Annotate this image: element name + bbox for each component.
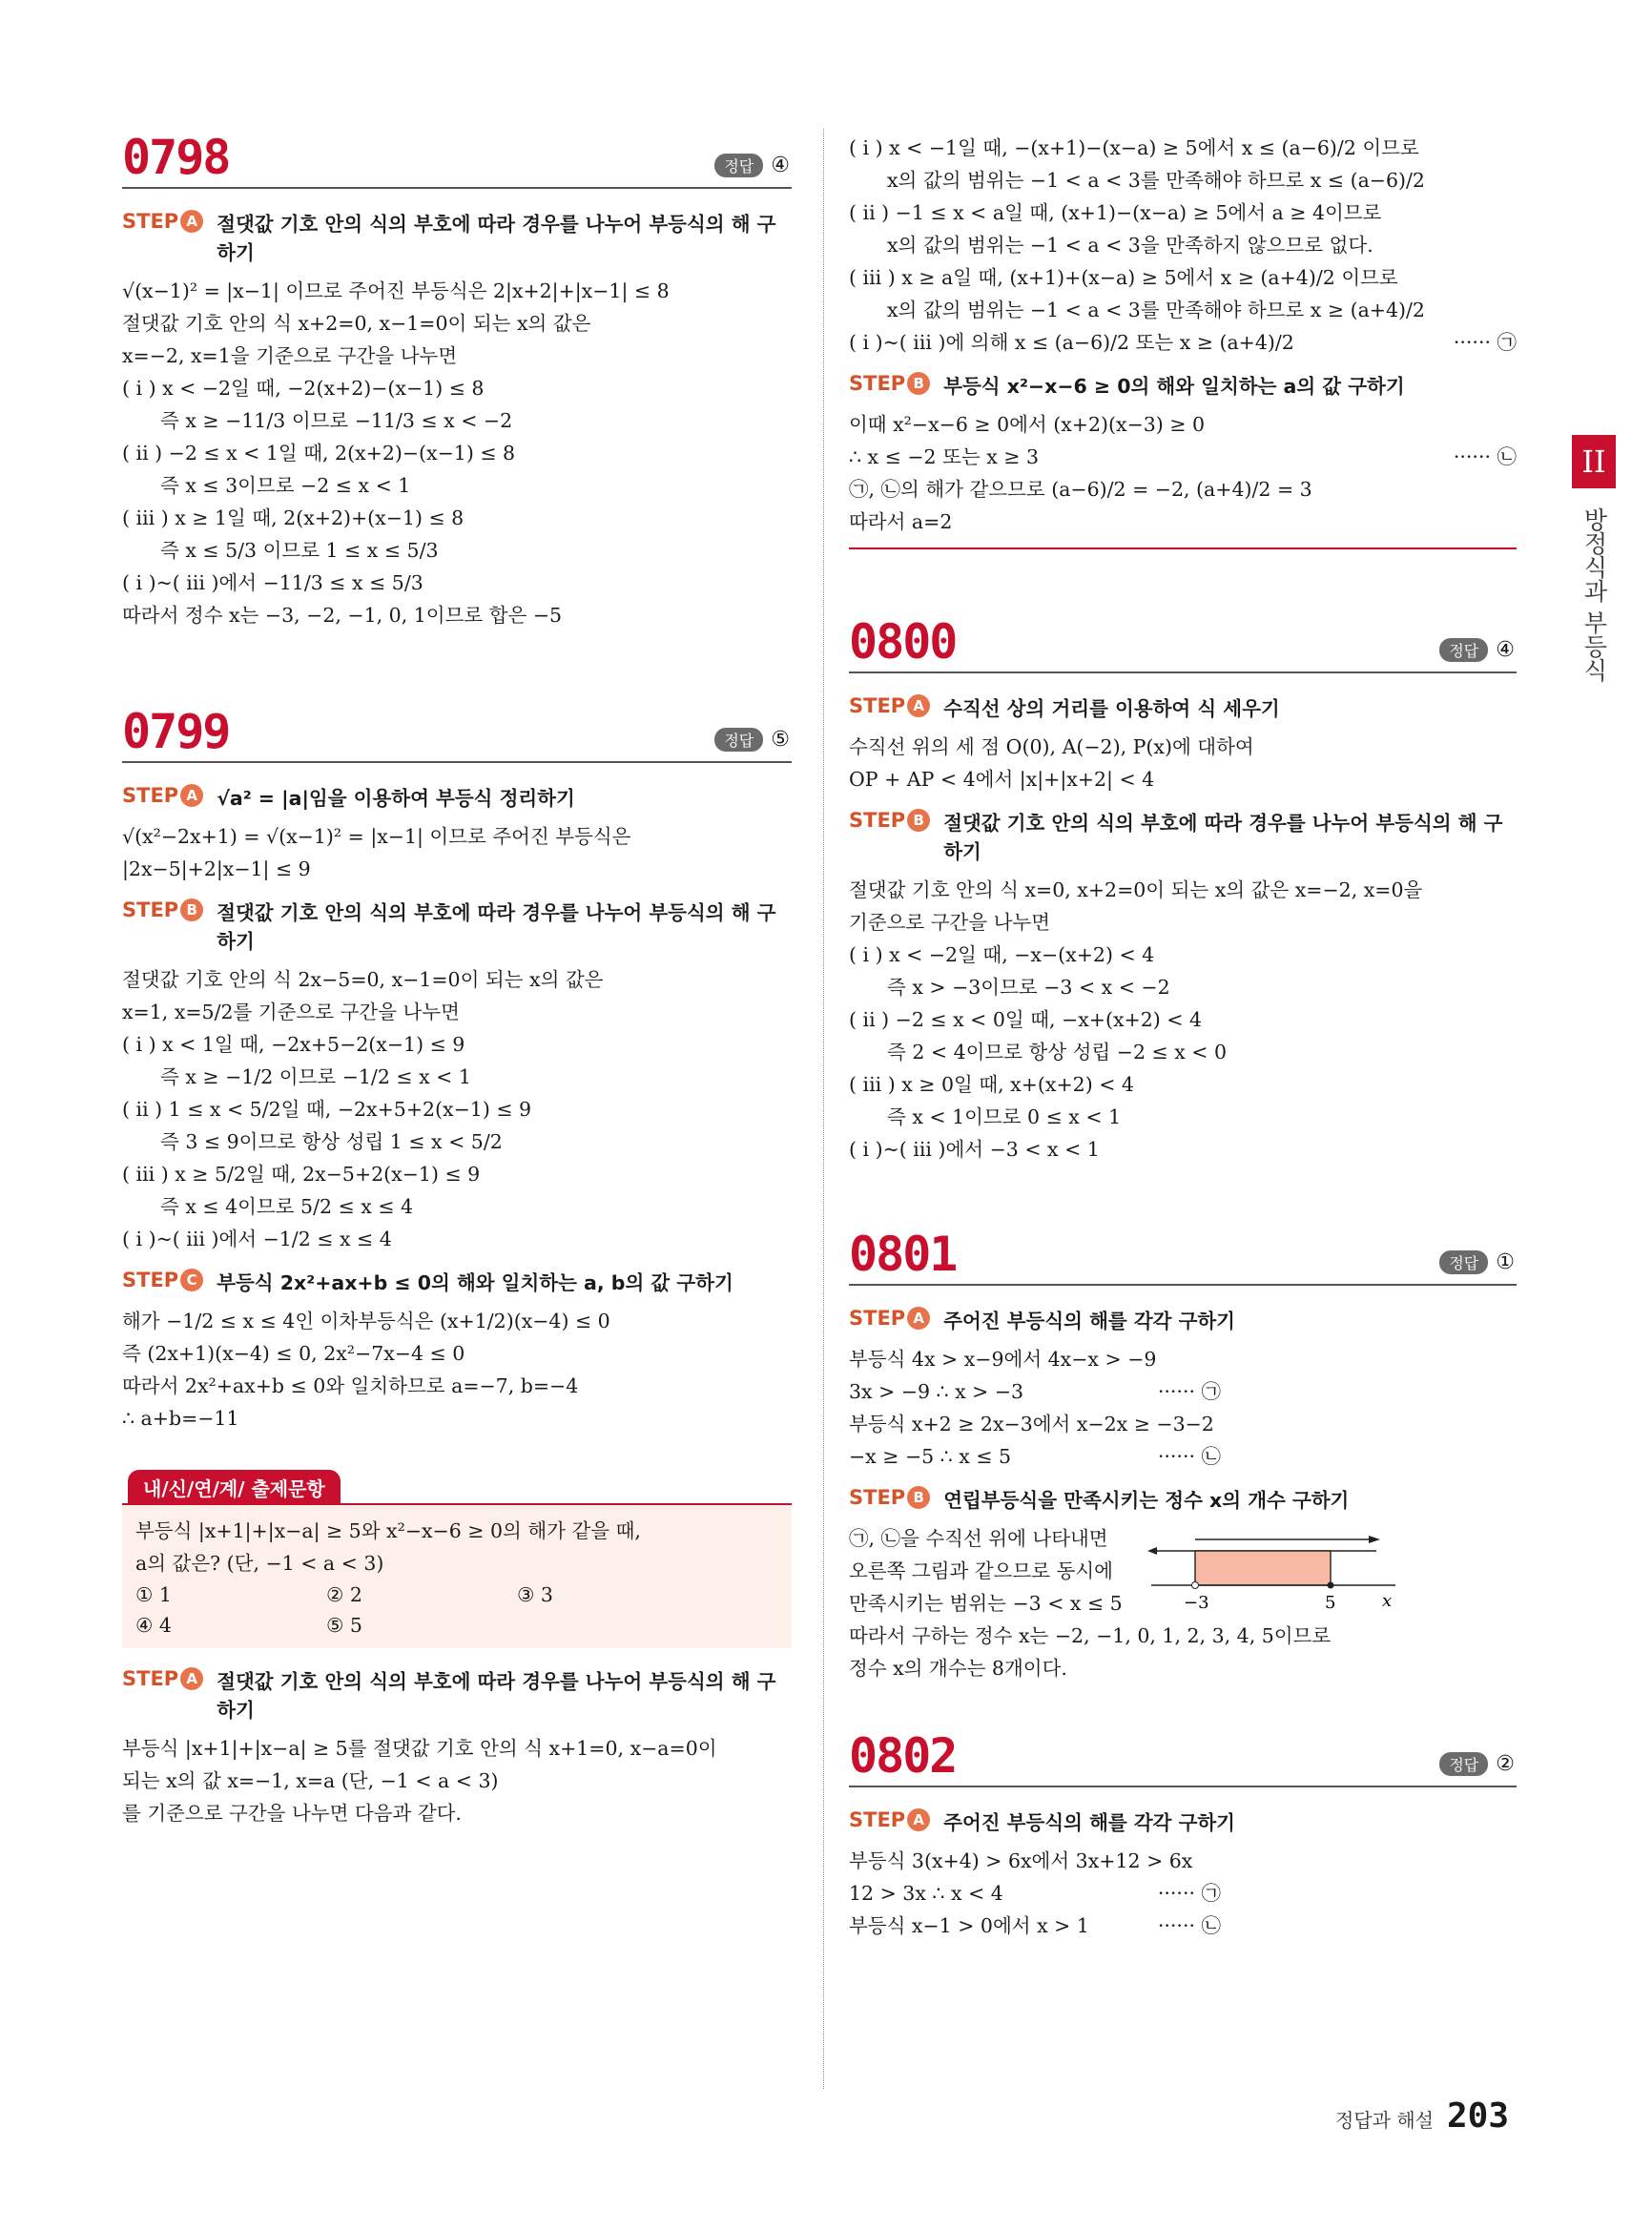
- solution-line: ( iii ) x ≥ 5/2일 때, 2x−5+2(x−1) ≤ 9: [122, 1163, 481, 1186]
- solution-line: ( i ) x < −2일 때, −2(x+2)−(x−1) ≤ 8: [122, 377, 485, 400]
- solution-line: ( iii ) x ≥ a일 때, (x+1)+(x−a) ≥ 5에서 x ≥ (a+4)/2 이므로: [849, 266, 1398, 289]
- problem-0800: [849, 609, 1517, 1166]
- step-letter-badge: C: [180, 1269, 203, 1291]
- step-tag: STEP B: [849, 809, 930, 832]
- step-title: 연립부등식을 만족시키는 정수 x의 개수 구하기: [943, 1489, 1350, 1512]
- answer-badge: 정답: [1439, 1752, 1488, 1776]
- solution-line: ∴ x ≤ −2 또는 x ≥ 3 ······ ㉡: [849, 441, 1517, 473]
- solution-line: OP + AP < 4에서 |x|+|x+2| < 4: [849, 768, 1155, 791]
- solution-line: 되는 x의 값 x=−1, x=a (단, −1 < a < 3): [122, 1769, 499, 1792]
- answer: [714, 728, 790, 752]
- step-letter-badge: B: [907, 809, 930, 832]
- solution-line: 즉 x ≤ 5/3 이므로 1 ≤ x ≤ 5/3: [160, 539, 439, 562]
- answer-badge: 정답: [1439, 638, 1488, 662]
- arrow-right-icon: [1369, 1536, 1380, 1543]
- column-divider: [823, 129, 824, 2089]
- solution-line: ( i )~( iii )에 의해 x ≤ (a−6)/2 또는 x ≥ (a+4)/2 ······ ㉠: [849, 326, 1517, 359]
- chapter-title: 방정식과 부등식: [1580, 507, 1608, 682]
- numline-text: [849, 1522, 1123, 1620]
- step-tag: STEP B: [849, 1486, 930, 1509]
- step-tag: STEP C: [122, 1269, 203, 1291]
- spacer: [122, 631, 792, 698]
- solution-line: ( i ) x < 1일 때, −2x+5−2(x−1) ≤ 9: [122, 1033, 465, 1056]
- step-tag: STEP A: [849, 694, 930, 717]
- solution-line: x=−2, x=1을 기준으로 구간을 나누면: [122, 344, 458, 367]
- step-title: 절댓값 기호 안의 식의 부호에 따라 경우를 나누어 부등식의 해 구하기: [217, 213, 776, 264]
- step-tag: STEP A: [849, 1808, 930, 1831]
- question-line: a의 값은? (단, −1 < a < 3): [135, 1552, 384, 1575]
- solution-line: 를 기준으로 구간을 나누면 다음과 같다.: [122, 1802, 462, 1825]
- solution-line: ( iii ) x ≥ 0일 때, x+(x+2) < 4: [849, 1073, 1134, 1096]
- solution-line: ( i ) x < −2일 때, −x−(x+2) < 4: [849, 943, 1155, 966]
- problem-number: 0801: [849, 1227, 957, 1282]
- step-a: [849, 1808, 1517, 1837]
- numline-hi-label: 5: [1324, 1593, 1336, 1613]
- question-line: 부등식 |x+1|+|x−a| ≥ 5와 x²−x−6 ≥ 0의 해가 같을 때,: [135, 1519, 641, 1542]
- step-letter-badge: A: [907, 1307, 930, 1330]
- problem-number: 0799: [122, 704, 230, 759]
- step-letter-badge: B: [907, 372, 930, 395]
- page-footer: [1335, 2096, 1509, 2136]
- solution-line: 즉 x < 1이므로 0 ≤ x < 1: [887, 1105, 1122, 1128]
- marker: ······ ㉡: [1453, 445, 1517, 468]
- arrow-left-icon: [1147, 1547, 1157, 1555]
- answer-value: ④: [1496, 638, 1515, 662]
- choice-2: ② 2: [326, 1583, 362, 1606]
- bank-solution-continued: [849, 132, 1517, 549]
- open-point: [1191, 1582, 1198, 1589]
- step-tag: STEP A: [122, 210, 203, 233]
- solution-line: −x ≥ −5 ∴ x ≤ 5 ······ ㉡: [849, 1440, 1221, 1473]
- problem-number: 0798: [122, 130, 230, 185]
- step-letter-badge: A: [907, 1808, 930, 1831]
- footer-text: 정답과 해설: [1335, 2109, 1434, 2132]
- solution-line: 부등식 3(x+4) > 6x에서 3x+12 > 6x: [849, 1849, 1193, 1872]
- solution-line: 해가 −1/2 ≤ x ≤ 4인 이차부등식은 (x+1/2)(x−4) ≤ 0: [122, 1310, 610, 1332]
- solution-line: 즉 (2x+1)(x−4) ≤ 0, 2x²−7x−4 ≤ 0: [122, 1342, 465, 1365]
- step-letter-badge: B: [907, 1486, 930, 1509]
- marker: ······ ㉡: [1157, 1445, 1221, 1468]
- step-tag: STEP B: [122, 898, 203, 921]
- solution-line: 즉 x > −3이므로 −3 < x < −2: [887, 976, 1170, 999]
- step-tag: STEP A: [122, 784, 203, 807]
- solution-line: 즉 x ≤ 4이므로 5/2 ≤ x ≤ 4: [160, 1195, 414, 1218]
- answer-badge: 정답: [1439, 1250, 1488, 1274]
- answer-value: ⑤: [771, 728, 790, 752]
- solution-line: x의 값의 범위는 −1 < a < 3를 만족해야 하므로 x ≥ (a+4)/2: [887, 299, 1425, 321]
- solution-line: ( ii ) −2 ≤ x < 1일 때, 2(x+2)−(x−1) ≤ 8: [122, 442, 516, 465]
- solution-line: 따라서 a=2: [849, 510, 953, 533]
- problem-0798: [122, 124, 792, 631]
- step-title: √a² = |a|임을 이용하여 부등식 정리하기: [217, 787, 575, 810]
- step-c: [122, 1269, 792, 1297]
- solution-line: ( i )~( iii )에서 −11/3 ≤ x ≤ 5/3: [122, 571, 423, 594]
- solution-line: 절댓값 기호 안의 식 x+2=0, x−1=0이 되는 x의 값은: [122, 312, 591, 335]
- solution-line: 12 > 3x ∴ x < 4 ······ ㉠: [849, 1877, 1221, 1910]
- step-tag: STEP A: [849, 1307, 930, 1330]
- solution-line: ( ii ) −1 ≤ x < a일 때, (x+1)−(x−a) ≥ 5에서 a ≥ 4이므로: [849, 201, 1382, 224]
- problem-number: 0802: [849, 1728, 957, 1784]
- step-b: [849, 372, 1517, 401]
- solution-line: 즉 x ≤ 3이므로 −2 ≤ x < 1: [160, 474, 411, 497]
- problem-0799: [122, 698, 792, 1435]
- step-letter-badge: A: [180, 784, 203, 807]
- solution-line: ㉠, ㉡의 해가 같으므로 (a−6)/2 = −2, (a+4)/2 = 3: [849, 478, 1312, 501]
- solution-line: 3x > −9 ∴ x > −3 ······ ㉠: [849, 1375, 1221, 1408]
- step-b: [849, 1486, 1517, 1515]
- answer: [1439, 638, 1515, 662]
- solution-line: ∴ a+b=−11: [122, 1407, 239, 1430]
- exam-linked-question: [122, 1505, 792, 1648]
- overlap-region: [1195, 1551, 1331, 1585]
- solution-line: 즉 3 ≤ 9이므로 항상 성립 1 ≤ x < 5/2: [160, 1130, 503, 1153]
- solution-line: 수직선 위의 세 점 O(0), A(−2), P(x)에 대하여: [849, 735, 1254, 758]
- step-letter-badge: A: [180, 1667, 203, 1690]
- step-title: 주어진 부등식의 해를 각각 구하기: [943, 1811, 1235, 1834]
- step-a: [849, 694, 1517, 723]
- solution-line: x=1, x=5/2를 기준으로 구간을 나누면: [122, 1001, 460, 1023]
- step-a: [122, 210, 792, 267]
- right-column: [849, 132, 1517, 1942]
- left-column: [122, 124, 792, 1829]
- problem-header: [849, 1221, 1517, 1286]
- answer: [1439, 1250, 1515, 1274]
- marker: ······ ㉠: [1453, 331, 1517, 354]
- solution-line: 이때 x²−x−6 ≥ 0에서 (x+2)(x−3) ≥ 0: [849, 413, 1206, 436]
- answer-badge: 정답: [714, 728, 763, 752]
- spacer: [849, 1684, 1517, 1723]
- solution-line: ( i ) x < −1일 때, −(x+1)−(x−a) ≥ 5에서 x ≤ (a−6)/2 이므로: [849, 136, 1419, 159]
- chapter-number: II: [1572, 435, 1616, 488]
- solution-line: √(x²−2x+1) = √(x−1)² = |x−1| 이므로 주어진 부등식은: [122, 825, 631, 848]
- solution-line: 따라서 2x²+ax+b ≤ 0와 일치하므로 a=−7, b=−4: [122, 1374, 579, 1397]
- solution-line: ( iii ) x ≥ 1일 때, 2(x+2)+(x−1) ≤ 8: [122, 506, 465, 529]
- numline-lo-label: −3: [1183, 1593, 1209, 1613]
- problem-header: [122, 124, 792, 189]
- step-letter-badge: A: [907, 694, 930, 717]
- problem-header: [849, 1723, 1517, 1787]
- step-title: 절댓값 기호 안의 식의 부호에 따라 경우를 나누어 부등식의 해 구하기: [217, 901, 776, 953]
- step-a: [122, 1667, 792, 1724]
- step-tag: STEP A: [122, 1667, 203, 1690]
- solution-line: 부등식 x+2 ≥ 2x−3에서 x−2x ≥ −3−2: [849, 1413, 1214, 1435]
- solution-line: 절댓값 기호 안의 식 2x−5=0, x−1=0이 되는 x의 값은: [122, 968, 604, 991]
- step-title: 수직선 상의 거리를 이용하여 식 세우기: [943, 697, 1280, 720]
- number-line-figure: [1147, 1522, 1415, 1614]
- solution-line: 즉 x ≥ −11/3 이므로 −11/3 ≤ x < −2: [160, 409, 513, 432]
- answer-value: ①: [1496, 1250, 1515, 1274]
- step-title: 절댓값 기호 안의 식의 부호에 따라 경우를 나누어 부등식의 해 구하기: [217, 1670, 776, 1722]
- solution-line: ㉠, ㉡을 수직선 위에 나타내면: [849, 1527, 1108, 1550]
- step-title: 부등식 2x²+ax+b ≤ 0의 해와 일치하는 a, b의 값 구하기: [217, 1271, 733, 1294]
- solution-line: 절댓값 기호 안의 식 x=0, x+2=0이 되는 x의 값은 x=−2, x=0을: [849, 878, 1423, 901]
- solution-line: 즉 x ≥ −1/2 이므로 −1/2 ≤ x < 1: [160, 1065, 471, 1088]
- choice-1: ① 1: [135, 1583, 172, 1606]
- solution-line: 기준으로 구간을 나누면: [849, 911, 1051, 934]
- answer: [1439, 1752, 1515, 1776]
- solution-line: 만족시키는 범위는 −3 < x ≤ 5: [849, 1592, 1123, 1615]
- solution-line: 따라서 구하는 정수 x는 −2, −1, 0, 1, 2, 3, 4, 5이므로: [849, 1624, 1332, 1647]
- step-title: 부등식 x²−x−6 ≥ 0의 해와 일치하는 a의 값 구하기: [943, 375, 1405, 398]
- spacer: [849, 1166, 1517, 1221]
- solution-line: x의 값의 범위는 −1 < a < 3을 만족하지 않으므로 없다.: [887, 234, 1373, 257]
- marker: ······ ㉡: [1157, 1914, 1221, 1937]
- solution-line: 즉 2 < 4이므로 항상 성립 −2 ≤ x < 0: [887, 1041, 1228, 1063]
- solution-line: x의 값의 범위는 −1 < a < 3를 만족해야 하므로 x ≤ (a−6)/2: [887, 169, 1425, 192]
- step-a: [122, 784, 792, 813]
- solution-line: ( i )~( iii )에서 −3 < x < 1: [849, 1138, 1100, 1161]
- answer: [714, 154, 790, 177]
- solution-line: |2x−5|+2|x−1| ≤ 9: [122, 857, 311, 880]
- answer-value: ④: [771, 154, 790, 177]
- step-title: 주어진 부등식의 해를 각각 구하기: [943, 1310, 1235, 1332]
- solution-line: ( ii ) 1 ≤ x < 5/2일 때, −2x+5+2(x−1) ≤ 9: [122, 1098, 532, 1121]
- solution-line: 정수 x의 개수는 8개이다.: [849, 1657, 1067, 1680]
- solution-line: √(x−1)² = |x−1| 이므로 주어진 부등식은 2|x+2|+|x−1| ≤ 8: [122, 279, 670, 302]
- step-b: [122, 898, 792, 956]
- step-title: 절댓값 기호 안의 식의 부호에 따라 경우를 나누어 부등식의 해 구하기: [943, 812, 1503, 863]
- choice-5: ⑤ 5: [326, 1614, 362, 1637]
- spacer: [849, 549, 1517, 609]
- step-tag: STEP B: [849, 372, 930, 395]
- solution-line: 따라서 정수 x는 −3, −2, −1, 0, 1이므로 합은 −5: [122, 604, 563, 627]
- choices-row: [135, 1610, 778, 1641]
- page-number: 203: [1446, 2096, 1509, 2136]
- choice-3: ③ 3: [517, 1583, 553, 1606]
- closed-point: [1327, 1582, 1333, 1589]
- answer-value: ②: [1496, 1752, 1515, 1776]
- numline-block: [849, 1522, 1517, 1620]
- solution-line: ( i )~( iii )에서 −1/2 ≤ x ≤ 4: [122, 1228, 392, 1250]
- solution-line: 부등식 |x+1|+|x−a| ≥ 5를 절댓값 기호 안의 식 x+1=0, x−a=0이: [122, 1737, 717, 1760]
- choice-4: ④ 4: [135, 1614, 172, 1637]
- chapter-side-tab: [1572, 435, 1616, 682]
- solution-line: 오른쪽 그림과 같으므로 동시에: [849, 1559, 1113, 1582]
- marker: ······ ㉠: [1157, 1380, 1221, 1403]
- exam-linked-header: [122, 1467, 792, 1505]
- answer-badge: 정답: [714, 154, 763, 177]
- choices-row: [135, 1580, 778, 1610]
- step-letter-badge: A: [180, 210, 203, 233]
- step-a: [849, 1307, 1517, 1335]
- step-letter-badge: B: [180, 898, 203, 921]
- problem-header: [849, 609, 1517, 673]
- problem-0801: [849, 1221, 1517, 1684]
- exam-linked-tag: 내/신/연/계/ 출제문항: [128, 1470, 341, 1505]
- problem-header: [122, 698, 792, 763]
- solution-line: 부등식 4x > x−9에서 4x−x > −9: [849, 1348, 1157, 1371]
- solution-line: ( ii ) −2 ≤ x < 0일 때, −x+(x+2) < 4: [849, 1008, 1202, 1031]
- marker: ······ ㉠: [1157, 1882, 1221, 1905]
- problem-0802: [849, 1723, 1517, 1942]
- solution-line: 부등식 x−1 > 0에서 x > 1 ······ ㉡: [849, 1910, 1221, 1942]
- step-b: [849, 809, 1517, 866]
- problem-number: 0800: [849, 614, 957, 670]
- numline-var-label: x: [1381, 1591, 1392, 1611]
